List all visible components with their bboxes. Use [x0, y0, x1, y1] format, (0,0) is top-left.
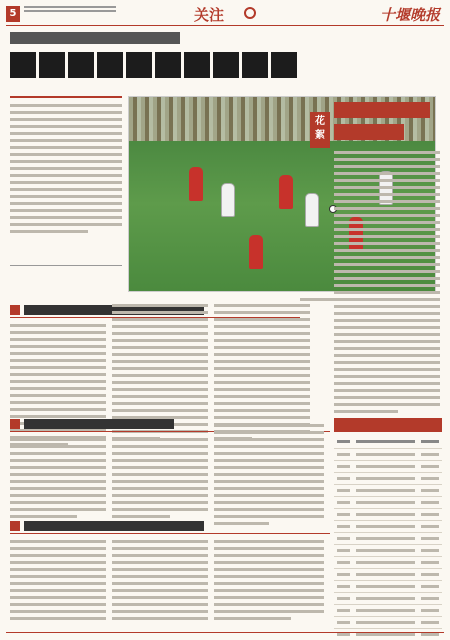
section-label: 关注 [194, 6, 225, 24]
table-row [334, 508, 442, 520]
article-column-8 [112, 540, 208, 624]
table-row [334, 604, 442, 616]
date-line [24, 6, 116, 14]
table-row [334, 616, 442, 628]
table-row [334, 520, 442, 532]
table-row [334, 592, 442, 604]
table-row [334, 580, 442, 592]
table-row [334, 544, 442, 556]
sidebar [334, 96, 440, 417]
table-row [334, 568, 442, 580]
standings-title [334, 418, 442, 432]
table-row [334, 436, 442, 448]
masthead [6, 4, 444, 26]
table-row [334, 448, 442, 460]
table-row [334, 484, 442, 496]
table-row [334, 460, 442, 472]
table-row [334, 532, 442, 544]
footer-rule [6, 632, 444, 633]
article-column-4 [10, 438, 106, 522]
standings-table [334, 418, 442, 640]
page-number: 5 [6, 6, 20, 22]
article-column-6 [214, 424, 324, 529]
table-row [334, 472, 442, 484]
football-icon [244, 7, 256, 19]
section-heading-3 [10, 516, 330, 534]
table-row [334, 628, 442, 640]
article-kicker [10, 32, 183, 48]
table-row [334, 496, 442, 508]
lede-box [10, 96, 122, 266]
article-column-5 [112, 438, 208, 522]
table-row [334, 556, 442, 568]
article-column-7 [10, 540, 106, 624]
headline [10, 52, 330, 82]
sidebar-tag: 花 絮 [310, 112, 330, 148]
article-column-9 [214, 540, 324, 624]
paper-name: 十堰晚报 [379, 6, 440, 24]
